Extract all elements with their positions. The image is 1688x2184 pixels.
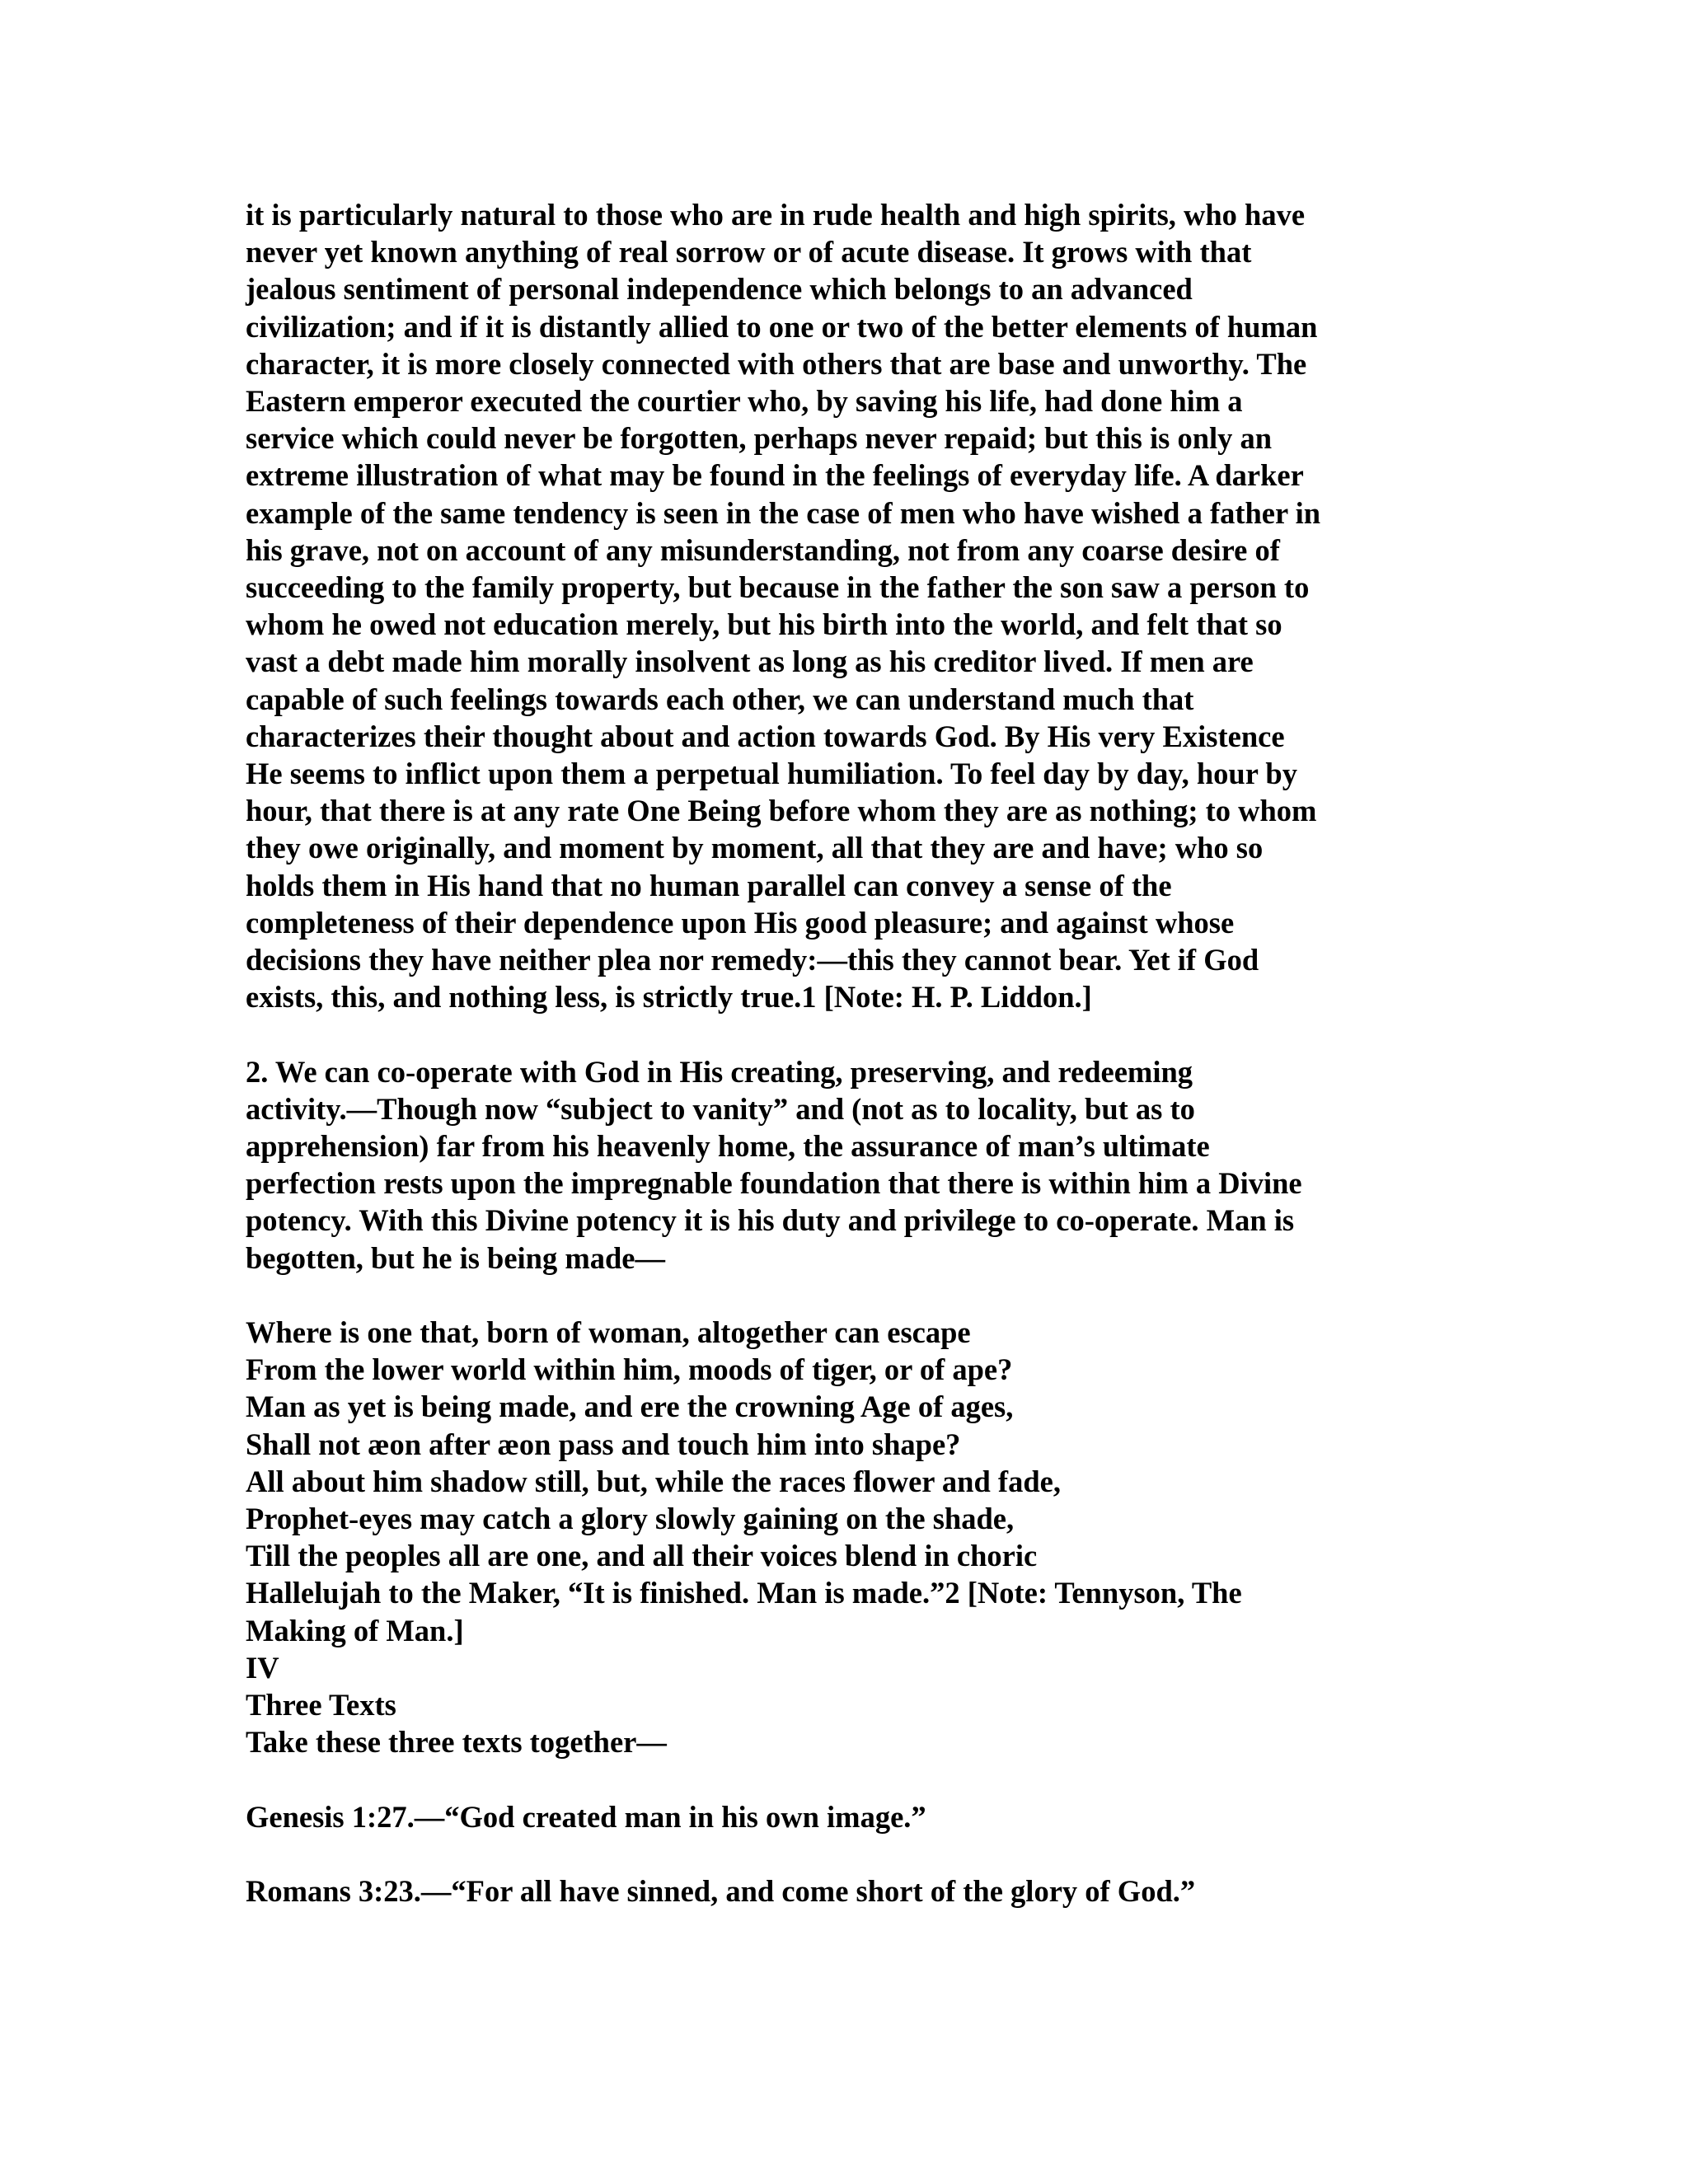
poem-line: Till the peoples all are one, and all their voices blend in choric (246, 1539, 1038, 1573)
poem-line: Man as yet is being made, and ere the crowning Age of ages, (246, 1390, 1014, 1424)
text-line: never yet known anything of real sorrow or of acute disease. It grows with that (246, 235, 1252, 269)
poem-line: All about him shadow still, but, while the races flower and fade, (246, 1464, 1061, 1498)
text-line: activity.—Though now “subject to vanity” and (not as to locality, but as to (246, 1091, 1195, 1126)
text-line: perfection rests upon the impregnable foundation that there is within him a Divine (246, 1166, 1302, 1201)
text-line: example of the same tendency is seen in the case of men who have wished a father in (246, 495, 1321, 530)
text-line: vast a debt made him morally insolvent as long as his creditor lived. If men are (246, 644, 1254, 679)
poem-line: Where is one that, born of woman, altogether can escape (246, 1315, 971, 1350)
text-line: 2. We can co-operate with God in His creating, preserving, and redeeming (246, 1054, 1193, 1089)
scripture-text-genesis: Genesis 1:27.—“God created man in his own image.” (246, 1799, 926, 1834)
section-intro: Take these three texts together— (246, 1725, 667, 1760)
text-line: it is particularly natural to those who are in rude health and high spirits, who have (246, 198, 1306, 232)
text-line: succeeding to the family property, but because in the father the son saw a person to (246, 570, 1310, 605)
poem-line: From the lower world within him, moods of tiger, or of ape? (246, 1352, 1013, 1387)
text-line: characterizes their thought about and action towards God. By His very Existence (246, 719, 1285, 753)
text-line: holds them in His hand that no human parallel can convey a sense of the (246, 868, 1172, 902)
text-line: completeness of their dependence upon His good pleasure; and against whose (246, 905, 1235, 940)
text-line: service which could never be forgotten, perhaps never repaid; but this is only an (246, 421, 1273, 456)
text-line: potency. With this Divine potency it is his duty and privilege to co-operate. Man is (246, 1203, 1295, 1238)
text-line: decisions they have neither plea nor remedy:—this they cannot bear. Yet if God (246, 943, 1259, 977)
text-line: they owe originally, and moment by moment, all that they are and have; who so (246, 831, 1264, 865)
poem-line: Prophet-eyes may catch a glory slowly gaining on the shade, (246, 1502, 1015, 1536)
poem-line: Hallelujah to the Maker, “It is finished. Man is made.”2 [Note: Tennyson, The (246, 1576, 1242, 1610)
poem-line: Shall not æon after æon pass and touch him into shape? (246, 1427, 961, 1461)
paragraph-spacer (246, 1835, 1449, 1872)
scripture-text-romans: Romans 3:23.—“For all have sinned, and come short of the glory of God.” (246, 1874, 1196, 1909)
paragraph-liddon-quote (246, 196, 1449, 1015)
paragraph-spacer (246, 1015, 1449, 1052)
text-line: He seems to inflict upon them a perpetual humiliation. To feel day by day, hour by (246, 757, 1297, 791)
text-line: extreme illustration of what may be found in the feelings of everyday life. A darker (246, 458, 1304, 493)
text-line: capable of such feelings towards each other, we can understand much that (246, 682, 1194, 716)
text-line: hour, that there is at any rate One Being before whom they are as nothing; to whom (246, 794, 1317, 828)
section-number: IV (246, 1650, 279, 1685)
text-line: whom he owed not education merely, but his birth into the world, and felt that so (246, 607, 1282, 642)
text-line: Eastern emperor executed the courtier who, by saving his life, had done him a (246, 384, 1243, 419)
text-line: begotten, but he is being made— (246, 1240, 666, 1275)
paragraph-spacer (246, 1277, 1449, 1314)
section-title: Three Texts (246, 1688, 396, 1722)
section-header (246, 1649, 1449, 1761)
text-line: his grave, not on account of any misunderstanding, not from any coarse desire of (246, 532, 1280, 567)
text-line: exists, this, and nothing less, is strictly true.1 [Note: H. P. Liddon.] (246, 980, 1092, 1015)
text-line: jealous sentiment of personal independence which belongs to an advanced (246, 272, 1193, 307)
text-line: character, it is more closely connected with others that are base and unworthy. The (246, 346, 1307, 381)
paragraph-cooperate (246, 1053, 1449, 1277)
poem-tennyson (246, 1314, 1449, 1649)
paragraph-spacer (246, 1761, 1449, 1798)
poem-line: Making of Man.] (246, 1613, 464, 1647)
text-line: apprehension) far from his heavenly home, the assurance of man’s ultimate (246, 1129, 1210, 1164)
text-line: civilization; and if it is distantly allied to one or two of the better elements of human (246, 309, 1318, 344)
document-page (246, 196, 1449, 1910)
